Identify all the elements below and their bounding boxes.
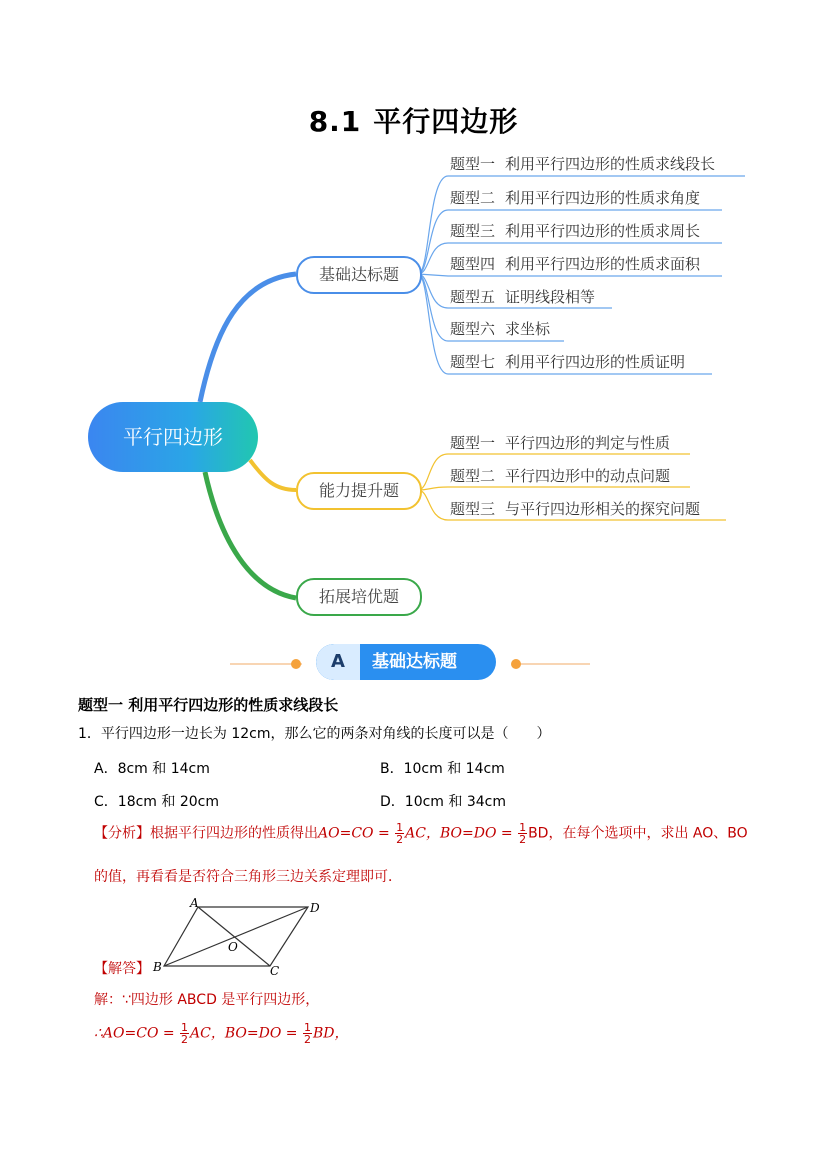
mindmap-root: 平行四边形 (88, 402, 258, 472)
branch-basic: 基础达标题 (296, 256, 422, 294)
question-text: 1．平行四边形一边长为 12cm，那么它的两条对角线的长度可以是（ ） (78, 726, 551, 742)
figure-label-d: D (310, 901, 320, 915)
analysis-tag: 【分析】 (94, 825, 150, 842)
banner-letter: A (316, 644, 360, 680)
figure-label-b: B (153, 960, 162, 974)
figure-label-a: A (190, 896, 199, 910)
figure-label-o: O (228, 940, 238, 954)
connector-basic (200, 274, 296, 402)
connector-ability (250, 460, 296, 490)
option-a: A．8cm 和 14cm (94, 761, 210, 777)
fraction: $\frac{1}{2}$ (181, 1021, 189, 1046)
analysis-line-2: 的值，再看看是否符合三角形三边关系定理即可． (94, 869, 402, 885)
option-b: B．10cm 和 14cm (380, 761, 505, 777)
section-heading: 题型一 利用平行四边形的性质求线段长 (78, 696, 339, 714)
option-d: D．10cm 和 34cm (380, 794, 506, 810)
basic-leaf: 题型二 利用平行四边形的性质求角度 (450, 189, 701, 207)
basic-leaf: 题型三 利用平行四边形的性质求周长 (450, 222, 701, 240)
fraction: $\frac{1}{2}$ (303, 1021, 311, 1046)
parallelogram-figure (150, 895, 330, 977)
option-c: C．18cm 和 20cm (94, 794, 219, 810)
analysis-line-1: 【分析】根据平行四边形的性质得出AO=CO = $\frac{1}{2}$ AC，BO=DO = $\frac{1}{2}$ BD，在每个选项中，求出 AO、BO (94, 821, 748, 846)
basic-leaf: 题型六 求坐标 (450, 320, 551, 338)
section-banner (316, 644, 496, 680)
branch-ability: 能力提升题 (296, 472, 422, 510)
title-number: 8.1 (308, 105, 362, 138)
basic-leaf: 题型一 利用平行四边形的性质求线段长 (450, 155, 716, 173)
solution-line-1: 解：∵四边形 ABCD 是平行四边形， (94, 992, 320, 1008)
basic-leaf: 题型五 证明线段相等 (450, 288, 596, 306)
fraction: $\frac{1}{2}$ (396, 821, 404, 846)
solution-tag: 【解答】 (94, 961, 150, 977)
fraction: $\frac{1}{2}$ (519, 821, 527, 846)
basic-leaf: 题型七 利用平行四边形的性质证明 (450, 353, 686, 371)
ability-leaf: 题型二 平行四边形中的动点问题 (450, 467, 671, 485)
solution-line-2: ∴AO=CO = $\frac{1}{2}$ AC，BO=DO = $\frac{1}{2}$ BD， (94, 1021, 349, 1046)
ability-leaf: 题型一 平行四边形的判定与性质 (450, 434, 671, 452)
connector-extend (205, 472, 296, 598)
figure-label-c: C (270, 964, 280, 977)
ability-leaf: 题型三 与平行四边形相关的探究问题 (450, 500, 701, 518)
banner-text: 基础达标题 (372, 652, 457, 672)
title-text: 平行四边形 (373, 105, 519, 138)
basic-leaf: 题型四 利用平行四边形的性质求面积 (450, 255, 701, 273)
branch-extend: 拓展培优题 (296, 578, 422, 616)
